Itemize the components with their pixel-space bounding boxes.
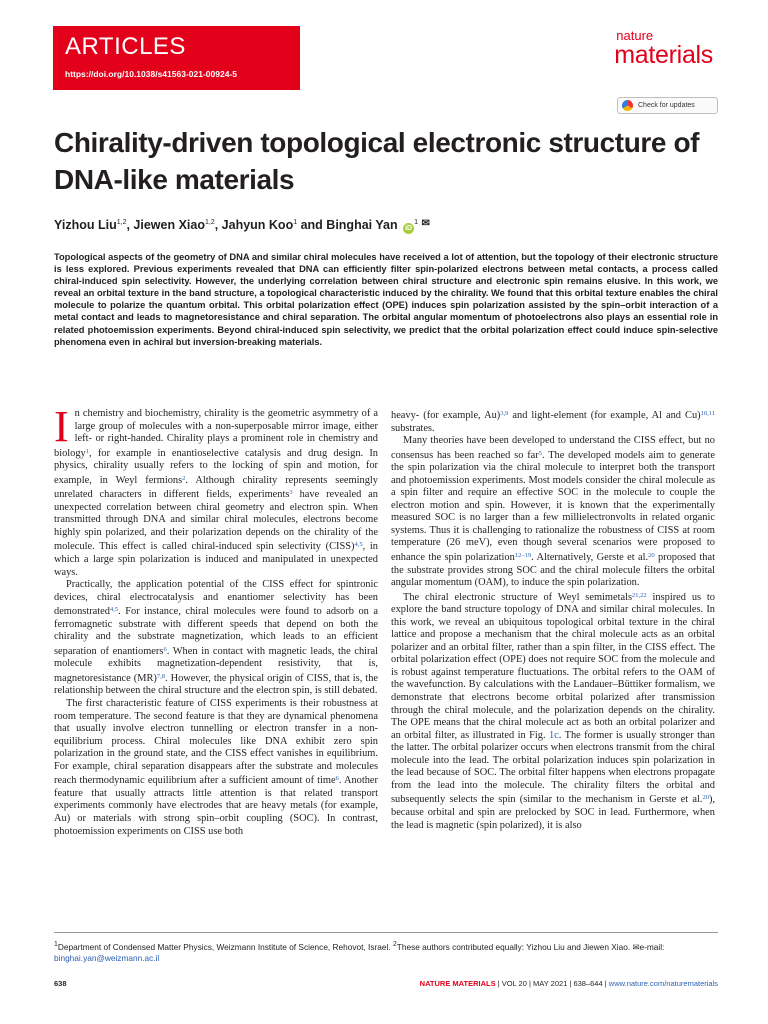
body-text: and light-element (for example, Al and Cu) [508, 410, 701, 421]
body-text: Practically, the application potential of the CISS effect for spintronic devices, chiral electrocatalysis and enantiomer selectivity has been demonstrated [54, 579, 378, 618]
author-list [54, 218, 718, 234]
page-number: 638 [54, 979, 67, 988]
journal-logo-bottom: materials [614, 41, 713, 69]
body-column-left [54, 402, 379, 838]
citation-ref[interactable]: 12–19 [514, 552, 532, 560]
citation-ref[interactable]: 5 [538, 449, 542, 457]
journal-url[interactable]: www.nature.com/naturematerials [608, 979, 718, 988]
article-title: Chirality-driven topological electronic structure of DNA-like materials [54, 127, 700, 195]
body-paragraph [391, 408, 715, 435]
body-text: inspired us to explore the band structure topology of DNA and similar chiral molecules. In this work, we reveal an ubiquitous topological orbital texture in the chiral lattice and propose a mechanism that the chiral molecule acts as an orbital polarizer and an orbital filter, rather than a spin filter, in the CISS effect. The orbital polarization effect (OPE) does not require SOC from the molecule and is robust against temperature fluctuations. The orbital refers to the OAM of the wavefunction. By calculations with the Landauer–Büttiker formalism, we demonstrate that electrons become orbital polarized after transmission through the chiral molecule, and the polarization depends on the chirality. The OPE means that the chiral molecule act as both an orbital polarizer and an orbital filter, as illustrated in Fig. [391, 591, 715, 741]
check-for-updates-button[interactable] [617, 97, 718, 114]
envelope-icon: ✉ [632, 941, 640, 952]
body-text: . For instance, chiral molecules were found to adsorb on a ferromagnetic substrate with different speeds that depend on both the chirality and the substrate magnetization, which leads to an efficient separation of enantiomers [54, 606, 378, 657]
section-label: ARTICLES [65, 33, 186, 60]
citation-details: | VOL 20 | MAY 2021 | 638–644 | [495, 979, 609, 988]
author-name[interactable]: Binghai Yan [326, 218, 398, 232]
orcid-icon[interactable]: iD [405, 225, 413, 232]
body-text: Many theories have been developed to understand the CISS effect, but no consensus has been reached so far [391, 435, 715, 461]
email-link[interactable]: binghai.yan@weizmann.ac.il [54, 953, 160, 964]
author-name[interactable]: Jiewen Xiao [133, 218, 205, 232]
author-separator: and [297, 218, 327, 232]
affiliation-marker: 2 [392, 941, 397, 948]
affiliation-marker: 1 [293, 219, 298, 226]
footnote-divider [54, 932, 718, 933]
body-text: n chemistry and biochemistry, chirality is the geometric asymmetry of a large group of molecules with a non-superposable mirror image, either left- or right-handed. Chirality plays a prominent role in chemistry and biology [54, 408, 378, 459]
author-name[interactable]: Yizhou Liu [54, 218, 117, 232]
citation-ref[interactable]: 10,11 [700, 410, 715, 417]
citation-ref[interactable]: 21,22 [632, 591, 647, 599]
body-text: proposed that the substrate provides strong SOC and the chiral molecule filters the orbital angular momentum (OAM), to induce the spin polarization. [391, 552, 715, 589]
body-text: The first characteristic feature of CISS experiments is their robustness at room temperature. The second feature is that they are dynamical phenomena that usually involve electron tunnelling or electron transfer in a non-equilibrium process. Chiral molecules like DNA exhibit zero spin polarization in the ground state, and the CISS effect vanishes in equilibrium. For example, chiral separation disappears after the substrate and molecules reach thermodynamic equilibrium after a sufficient amount of time [54, 698, 378, 787]
citation-ref[interactable]: 3 [289, 489, 293, 497]
equal-contribution-note: These authors contributed equally: Yizhou Liu and Jiewen Xiao. [396, 941, 633, 952]
body-column-right [391, 408, 715, 832]
body-text: ), because orbital and spin are prelocked by SOC in lead. Furthermore, when the lead is magnetic (spin polarized), it is also [391, 794, 715, 831]
affiliation-marker: 1 [54, 941, 58, 948]
body-paragraph [391, 590, 715, 832]
body-text: . When in contact with magnetic leads, the chiral molecule exhibits magnetization-dependent resistivity, that is, magnetoresistance (MR) [54, 645, 378, 684]
author-name[interactable]: Jahyun Koo [221, 218, 294, 232]
citation-ref[interactable]: 3,9 [500, 410, 509, 417]
body-text: The chiral electronic structure of Weyl semimetals [403, 591, 633, 603]
affiliation-marker: 1,2 [204, 219, 215, 226]
citation-ref[interactable]: 1 [85, 447, 90, 455]
email-label: e-mail: [639, 941, 665, 952]
affiliation-text: Department of Condensed Matter Physics, Weizmann Institute of Science, Rehovot, Israel. [57, 941, 393, 952]
body-text: . The developed models aim to generate the spin polarization via the chiral molecule to interpret both the transport and photoemission experiments. Most models consider the chiral molecule as a spin filter and require an effective SOC in the molecule to couple the electron motion and spin. However, it is known that the experimentally measured SOC is no larger than a few millielectronvolts in related organic systems. Thus it is challenging to rationalize the robustness of CISS at room temperature (26 meV), even though several scenarios were proposed to enhance the spin polarization [391, 449, 715, 564]
body-text: . Another feature that usually attracts little attention is that related transport experiments commonly have electrodes that are heavy metals (for example, Au) or materials with strong spin–orbit coupling (SOC). In contrast, photoemission experiments on CISS use both [54, 775, 379, 837]
citation-ref[interactable]: 2 [182, 474, 186, 482]
envelope-icon[interactable]: ✉ [421, 218, 430, 229]
body-text: . Alternatively, Gerste et al. [531, 552, 649, 564]
citation-ref[interactable]: 4,5 [354, 541, 363, 549]
citation-ref[interactable]: 20 [648, 552, 655, 560]
page-footer [54, 979, 718, 993]
body-text: , for example in enantioselective catalysis and drug design. In physics, chirality usually refers to the locking of spin and motion, for example, in Weyl fermions [54, 447, 378, 486]
affiliation-marker: 1,2 [116, 219, 127, 226]
citation-ref[interactable]: 6 [335, 775, 339, 783]
journal-logo[interactable] [614, 30, 713, 68]
journal-logo-top: nature [616, 28, 654, 43]
body-text: . Although chirality represents seemingly unrelated characters in different fields, experiments [54, 474, 378, 501]
body-paragraph [54, 698, 378, 838]
body-text: . The former is usually stronger than the latter. The orbital polarizer occurs when electrons transmit from the chiral molecule into the lead. The orbital polarization induces spin polarization in the lead because of SOC. The orbital filter happens when electrons propagate from the lead into the molecule. The chirality filters the orbital and subsequently selects the spin (similar to the mechanism in Gerste et al. [391, 729, 715, 806]
body-paragraph [54, 579, 378, 698]
body-text: heavy- (for example, Au) [391, 410, 501, 421]
citation-ref[interactable]: 20 [702, 794, 709, 802]
citation-ref[interactable]: 7,8 [156, 672, 165, 680]
body-text: substrates. [391, 422, 435, 434]
drop-cap: I [54, 402, 69, 451]
check-for-updates-label: Check for updates [638, 102, 695, 109]
citation-ref[interactable]: 6 [163, 645, 167, 653]
body-text: , in which a large spin polarization is induced and manipulated in unexpected ways. [54, 541, 379, 578]
crossmark-icon [622, 100, 633, 111]
body-paragraph [54, 402, 379, 579]
section-banner [53, 26, 300, 90]
journal-citation [420, 979, 718, 988]
figure-link[interactable]: 1c [548, 729, 559, 741]
journal-name: NATURE MATERIALS [419, 979, 496, 988]
citation-ref[interactable]: 4,5 [109, 606, 119, 614]
affiliation-marker: 1 [414, 219, 419, 226]
body-paragraph [391, 435, 715, 590]
author-separator: , [126, 218, 134, 232]
author-separator: , [214, 218, 222, 232]
affiliations-footnote [54, 939, 718, 965]
body-text: have revealed an unexpected correlation between chiral geometry and electron spin. When transmitted through DNA and similar chiral molecules, electrons become highly spin polarized, and their polarization depends on the chirality of the molecule. This effect is called chiral-induced spin selectivity (CISS) [54, 489, 378, 553]
abstract: Topological aspects of the geometry of DNA and similar chiral molecules have received a lot of attention, but the topology of their electronic structure is less explored. Previous experiments revealed that DNA can efficiently filter spin-polarized electrons between metal contacts, a process called chiral-induced spin selectivity. However, the underlying correlation between chiral structure and electronic spin remains elusive. In this work, we reveal an orbital texture in the band structure, a topological characteristic induced by the chirality. We found that this orbital texture enables the chiral molecule to polarize the quantum orbital. This orbital polarization effect (OPE) induces spin polarization assisted by the spin–orbit interaction of a metal contact and leads to magnetoresistance and chiral separation. The orbital angular momentum of photoelectrons also plays an essential role in related photoemission experiments. Beyond chiral-induced spin selectivity, we predict that the orbital polarization effect could induce spin-selective phenomena even in achiral but inversion-breaking materials. [54, 252, 718, 347]
body-text: . However, the physical origin of CISS, that is, the relationship between the chiral structure and the electron spin, is still debated. [54, 672, 378, 697]
doi-link[interactable]: https://doi.org/10.1038/s41563-021-00924-5 [65, 69, 237, 79]
